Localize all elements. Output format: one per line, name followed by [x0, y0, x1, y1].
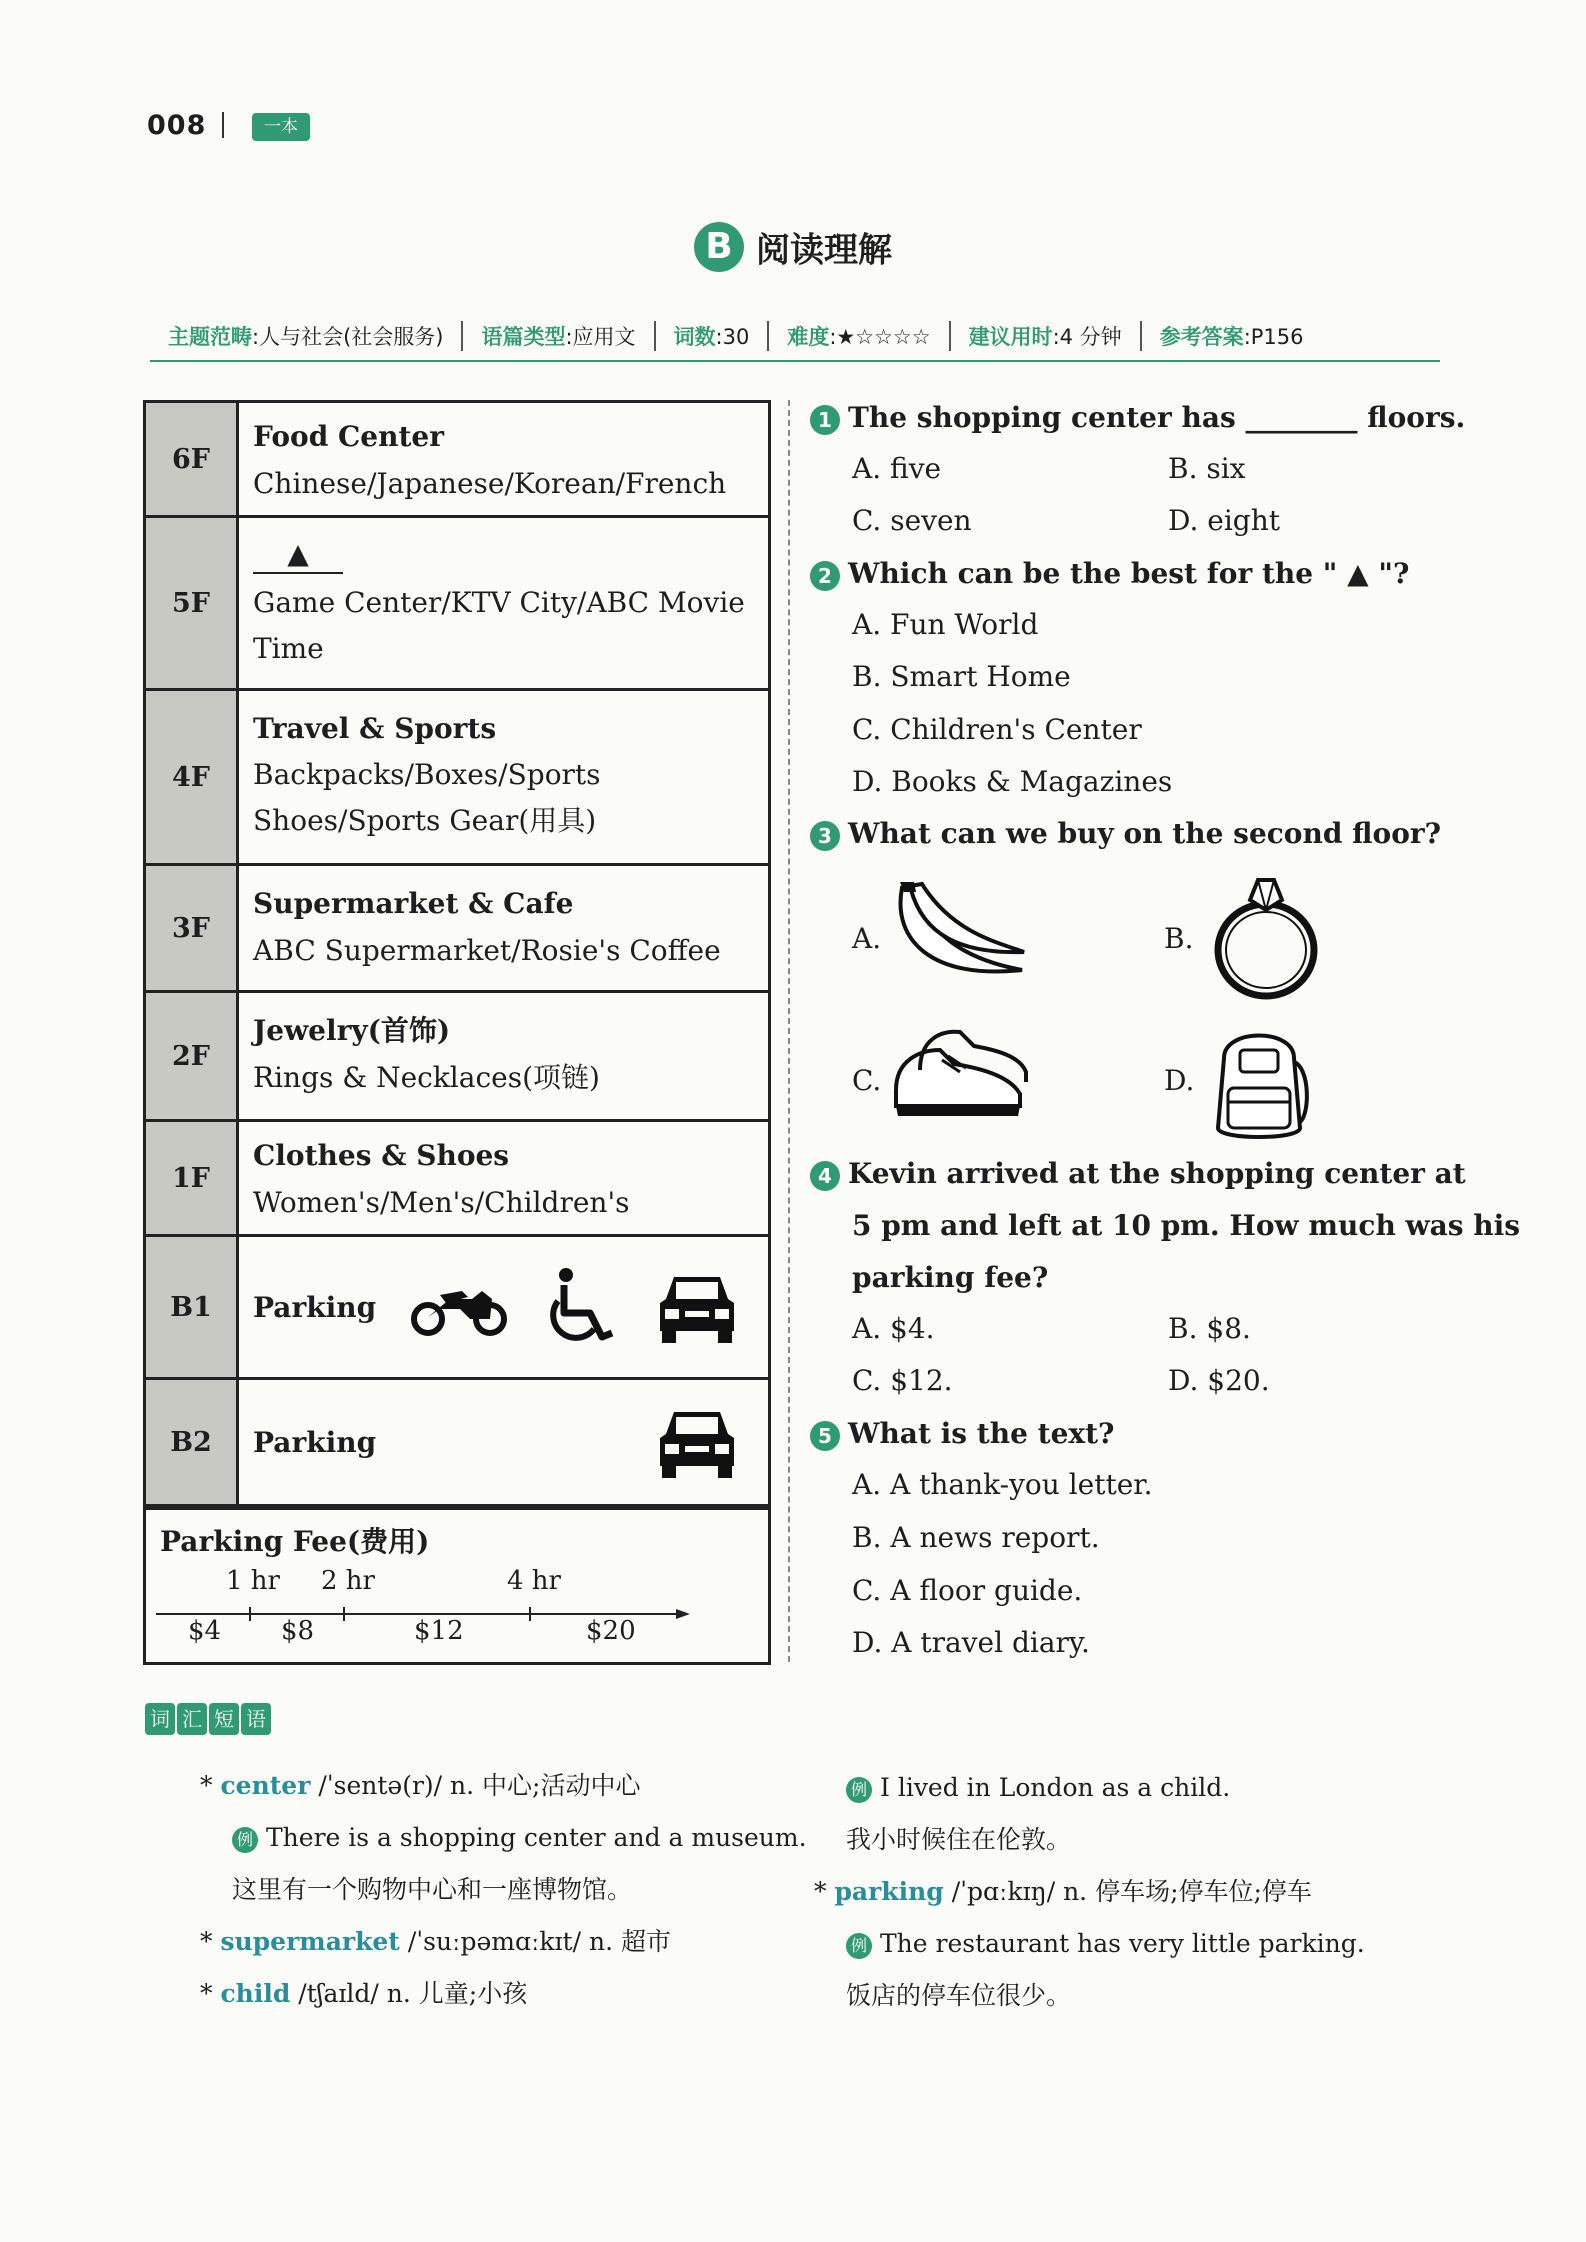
floor-label: 5F [146, 518, 239, 688]
option[interactable]: D. Books & Magazines [852, 765, 1173, 798]
option[interactable]: D. A travel diary. [852, 1626, 1090, 1659]
fee-time-1hr: 1 hr [226, 1566, 280, 1596]
floor-label: B1 [146, 1237, 239, 1377]
floor-desc: Game Center/KTV City/ABC Movie Time [253, 586, 745, 665]
section-letter: B [694, 222, 744, 272]
floor-desc: Backpacks/Boxes/Sports Shoes/Sports Gear(用具) [253, 758, 601, 837]
meta-time: 建议用时:4 分钟 [951, 321, 1142, 351]
meta-answer: 参考答案:P156 [1159, 325, 1304, 349]
meta-word-count: 词数:30 [656, 321, 770, 351]
vocab-entry-supermarket: * supermarket /ˈsuːpəmɑːkɪt/ n. 超市 [200, 1927, 671, 1956]
floor-desc: ABC Supermarket/Rosie's Coffee [253, 934, 721, 967]
vocab-entry-child: * child /tʃaɪld/ n. 儿童;小孩 [200, 1979, 528, 2008]
floor-row-b2 [146, 1380, 768, 1507]
question-1: 1 The shopping center has ________ floors. [810, 392, 1465, 444]
backpack-icon [1204, 1018, 1314, 1148]
floor-label: 6F [146, 403, 239, 515]
wheelchair-icon [544, 1267, 620, 1347]
floor-row-6f [146, 403, 768, 518]
motorcycle-icon [410, 1277, 510, 1337]
fee-time-4hr: 4 hr [507, 1566, 561, 1596]
floor-row-2f [146, 993, 768, 1122]
option[interactable]: A. Fun World [852, 608, 1039, 641]
vocab-example: 例 The restaurant has very little parking. [846, 1924, 1365, 1964]
column-divider [788, 400, 790, 1662]
floor-title: Travel & Sports [253, 712, 497, 745]
meta-topic: 主题范畴:人与社会(社会服务) [150, 321, 463, 351]
floor-title: Food Center [253, 420, 444, 453]
meta-bar [150, 312, 1440, 362]
shoes-icon [890, 1020, 1030, 1140]
fee-price: $8 [281, 1616, 315, 1646]
fee-price: $20 [586, 1616, 636, 1646]
floor-title: Clothes & Shoes [253, 1139, 510, 1172]
vocab-example: 例 I lived in London as a child. [846, 1768, 1230, 1808]
triangle-blank: ▲ [253, 536, 343, 574]
option[interactable]: C. seven [852, 504, 972, 537]
option[interactable]: D. $20. [1168, 1364, 1270, 1397]
section-title-text: 阅读理解 [756, 230, 892, 271]
floor-label: 4F [146, 691, 239, 863]
vocab-translation: 这里有一个购物中心和一座博物馆。 [232, 1875, 633, 1904]
option[interactable]: A. five [852, 452, 942, 485]
ring-icon [1206, 870, 1326, 1000]
banana-icon [892, 880, 1032, 990]
car-icon [654, 1404, 740, 1480]
floor-desc: Chinese/Japanese/Korean/French [253, 467, 727, 500]
meta-difficulty: 难度:★☆☆☆☆ [769, 321, 950, 351]
floor-row-1f [146, 1122, 768, 1237]
question-4: 4 Kevin arrived at the shopping center at 5 pm and left at 10 pm. How much was his parking fee? [810, 1148, 1520, 1304]
meta-genre: 语篇类型:应用文 [463, 321, 655, 351]
floor-label: 2F [146, 993, 239, 1119]
option[interactable]: B. six [1168, 452, 1246, 485]
floor-row-b1 [146, 1237, 768, 1380]
fee-price: $4 [188, 1616, 222, 1646]
car-icon [654, 1269, 740, 1345]
parking-fee-box [146, 1507, 768, 1662]
option[interactable]: C. $12. [852, 1364, 953, 1397]
option[interactable]: C. Children's Center [852, 713, 1142, 746]
vocab-entry-center: * center /ˈsentə(r)/ n. 中心;活动中心 [200, 1771, 641, 1800]
floor-desc: Rings & Necklaces(项链) [253, 1061, 600, 1094]
book-badge: 一本 [252, 113, 310, 141]
floor-label: B2 [146, 1380, 239, 1504]
option[interactable]: B. [1164, 922, 1194, 955]
vocab-translation: 我小时候住在伦敦。 [846, 1825, 1072, 1854]
floor-row-5f [146, 518, 768, 691]
floor-row-3f [146, 866, 768, 993]
option[interactable]: C. A floor guide. [852, 1574, 1083, 1607]
option[interactable]: B. A news report. [852, 1521, 1100, 1554]
vocab-section-title: 词 汇 短 语 [145, 1703, 271, 1735]
fee-price: $12 [414, 1616, 464, 1646]
header-divider [222, 112, 224, 138]
option[interactable]: B. $8. [1168, 1312, 1251, 1345]
option[interactable]: A. [852, 922, 882, 955]
parking-fee-title: Parking Fee(费用) [160, 1525, 430, 1558]
floor-title: Jewelry(首饰) [253, 1014, 451, 1047]
fee-time-2hr: 2 hr [321, 1566, 375, 1596]
question-5: 5 What is the text? [810, 1408, 1114, 1460]
option[interactable]: A. $4. [852, 1312, 935, 1345]
floor-desc: Women's/Men's/Children's [253, 1186, 630, 1219]
floor-title: Parking [253, 1290, 377, 1324]
option[interactable]: A. A thank-you letter. [852, 1468, 1153, 1501]
floor-guide-table [143, 400, 771, 1665]
option[interactable]: D. [1164, 1064, 1195, 1097]
vocab-entry-parking: * parking /ˈpɑːkɪŋ/ n. 停车场;停车位;停车 [814, 1877, 1312, 1906]
vocab-example: 例 There is a shopping center and a museum. [232, 1818, 807, 1858]
option[interactable]: B. Smart Home [852, 660, 1071, 693]
option[interactable]: D. eight [1168, 504, 1280, 537]
floor-label: 1F [146, 1122, 239, 1234]
floor-row-4f [146, 691, 768, 866]
floor-title: Parking [253, 1425, 377, 1459]
section-title [0, 222, 1586, 272]
page-number: 008 [147, 110, 207, 141]
vocab-translation: 饭店的停车位很少。 [846, 1981, 1072, 2010]
question-3: 3 What can we buy on the second floor? [810, 808, 1441, 860]
question-2: 2 Which can be the best for the " ▲ "? [810, 548, 1409, 600]
floor-label: 3F [146, 866, 239, 990]
floor-title: Supermarket & Cafe [253, 887, 574, 920]
option[interactable]: C. [852, 1064, 882, 1097]
